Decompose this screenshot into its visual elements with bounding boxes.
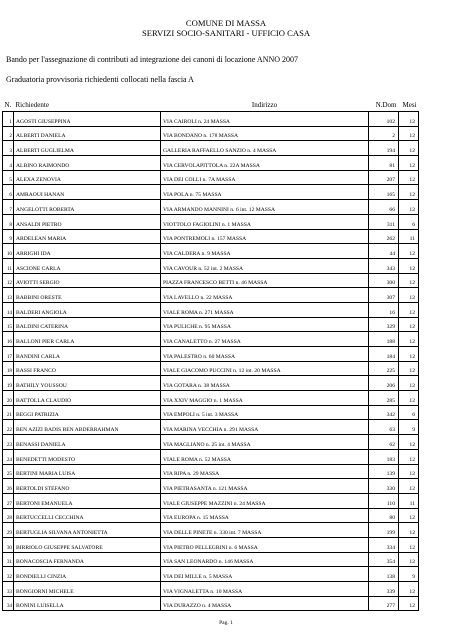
applicant-name: ASCIONE CARLA bbox=[14, 258, 161, 273]
months: 12 bbox=[399, 288, 419, 303]
col-header-months: Mesi bbox=[399, 99, 419, 112]
dom-number: 285 bbox=[369, 391, 399, 406]
col-header-dom: N.Dom bbox=[369, 99, 399, 112]
table-row bbox=[3, 493, 419, 508]
address: PIAZZA FRANCESCO BETTI n. 46 MASSA bbox=[161, 273, 369, 288]
months: 12 bbox=[399, 537, 419, 552]
months: 12 bbox=[399, 156, 419, 171]
dom-number: 184 bbox=[369, 347, 399, 362]
dom-number: 300 bbox=[369, 273, 399, 288]
table-row bbox=[3, 126, 419, 141]
dom-number: 2 bbox=[369, 126, 399, 141]
dom-number: 183 bbox=[369, 449, 399, 464]
months: 12 bbox=[399, 391, 419, 406]
row-number: 2 bbox=[3, 126, 14, 141]
row-number: 3 bbox=[3, 141, 14, 156]
address: VIA LAVELLO n. 22 MASSA bbox=[161, 288, 369, 303]
row-number: 13 bbox=[3, 288, 14, 303]
months: 12 bbox=[399, 376, 419, 391]
table-header-row bbox=[3, 99, 419, 112]
months: 12 bbox=[399, 302, 419, 317]
row-number: 1 bbox=[3, 112, 14, 127]
row-number: 32 bbox=[3, 567, 14, 582]
row-number: 26 bbox=[3, 479, 14, 494]
applicant-name: BERTONI EMANUELA bbox=[14, 493, 161, 508]
row-number: 15 bbox=[3, 317, 14, 332]
months: 12 bbox=[399, 317, 419, 332]
table-row bbox=[3, 449, 419, 464]
applicant-name: ANGELOTTI ROBERTA bbox=[14, 200, 161, 215]
table-row bbox=[3, 376, 419, 391]
applicant-name: BATTOLLA CLAUDIO bbox=[14, 391, 161, 406]
table-row bbox=[3, 479, 419, 494]
address: VIA PALESTRO n. 60 MASSA bbox=[161, 347, 369, 362]
address: VIA DURAZZO n. 4 MASSA bbox=[161, 596, 369, 611]
months: 12 bbox=[399, 347, 419, 362]
address: VIA BONDANO n. 178 MASSA bbox=[161, 126, 369, 141]
applicant-name: BONINI LUISELLA bbox=[14, 596, 161, 611]
dom-number: 329 bbox=[369, 317, 399, 332]
row-number: 19 bbox=[3, 376, 14, 391]
table-row bbox=[3, 288, 419, 303]
row-number: 4 bbox=[3, 156, 14, 171]
row-number: 31 bbox=[3, 552, 14, 567]
months: 12 bbox=[399, 361, 419, 376]
dom-number: 330 bbox=[369, 479, 399, 494]
applicant-name: ALBERTI GUGLIELMA bbox=[14, 141, 161, 156]
dom-number: 188 bbox=[369, 332, 399, 347]
dom-number: 16 bbox=[369, 302, 399, 317]
table-row bbox=[3, 347, 419, 362]
dom-number: 343 bbox=[369, 258, 399, 273]
row-number: 23 bbox=[3, 435, 14, 450]
address: VIA GOTARA n. 38 MASSA bbox=[161, 376, 369, 391]
months: 9 bbox=[399, 567, 419, 582]
row-number: 16 bbox=[3, 332, 14, 347]
address: GALLERIA RAFFAELLO SANZIO n. 4 MASSA bbox=[161, 141, 369, 156]
dom-number: 262 bbox=[369, 229, 399, 244]
dom-number: 207 bbox=[369, 170, 399, 185]
address: VIA PONTREMOLI n. 157 MASSA bbox=[161, 229, 369, 244]
applicant-name: BENASSI DANIELA bbox=[14, 435, 161, 450]
col-header-applicant: Richiedente bbox=[14, 99, 161, 112]
address: VIA MAGLIANO n. 25 int. 4 MASSA bbox=[161, 435, 369, 450]
row-number: 20 bbox=[3, 391, 14, 406]
months: 12 bbox=[399, 449, 419, 464]
applicant-name: BONDIELLI CINZIA bbox=[14, 567, 161, 582]
applicant-name: BEGGI PATRIZIA bbox=[14, 405, 161, 420]
dom-number: 307 bbox=[369, 288, 399, 303]
table-row bbox=[3, 156, 419, 171]
dom-number: 63 bbox=[369, 420, 399, 435]
row-number: 18 bbox=[3, 361, 14, 376]
dom-number: 66 bbox=[369, 200, 399, 215]
months: 12 bbox=[399, 112, 419, 127]
table-row bbox=[3, 170, 419, 185]
table-body bbox=[3, 112, 419, 611]
months: 9 bbox=[399, 420, 419, 435]
dom-number: 334 bbox=[369, 537, 399, 552]
address: VIA DEI MILLE n. 5 MASSA bbox=[161, 567, 369, 582]
applicant-name: BIRRIOLO GIUSEPPE SALVATORE bbox=[14, 537, 161, 552]
row-number: 11 bbox=[3, 258, 14, 273]
table-row bbox=[3, 420, 419, 435]
months: 12 bbox=[399, 244, 419, 259]
dom-number: 102 bbox=[369, 112, 399, 127]
months: 12 bbox=[399, 596, 419, 611]
address: VIA DEI COLLI n. 7A MASSA bbox=[161, 170, 369, 185]
table-row bbox=[3, 596, 419, 611]
dom-number: 110 bbox=[369, 493, 399, 508]
months: 12 bbox=[399, 508, 419, 523]
address: VIA RIPA n. 29 MASSA bbox=[161, 464, 369, 479]
dom-number: 277 bbox=[369, 596, 399, 611]
months: 12 bbox=[399, 273, 419, 288]
address: VIA ARMANDO MANNINI n. 6 int. 12 MASSA bbox=[161, 200, 369, 215]
applicant-name: ALBERTI DANIELA bbox=[14, 126, 161, 141]
address: VIA CAIROLI n. 24 MASSA bbox=[161, 112, 369, 127]
address: VIA PULICHE n. 95 MASSA bbox=[161, 317, 369, 332]
row-number: 29 bbox=[3, 523, 14, 538]
dom-number: 138 bbox=[369, 567, 399, 582]
dom-number: 81 bbox=[369, 156, 399, 171]
address: VIALE ROMA n. 52 MASSA bbox=[161, 449, 369, 464]
document-header bbox=[0, 18, 452, 38]
row-number: 22 bbox=[3, 420, 14, 435]
applicant-name: BERTINI MARIA LUISA bbox=[14, 464, 161, 479]
table-row bbox=[3, 332, 419, 347]
address: VIA MARINA VECCHIA n. 291 MASSA bbox=[161, 420, 369, 435]
address: VIA CERVOLAPITTOLA n. 22A MASSA bbox=[161, 156, 369, 171]
applicant-name: BANDINI CARLA bbox=[14, 347, 161, 362]
dom-number: 62 bbox=[369, 435, 399, 450]
months: 12 bbox=[399, 258, 419, 273]
months: 12 bbox=[399, 464, 419, 479]
dom-number: 199 bbox=[369, 523, 399, 538]
ranking-table bbox=[2, 99, 419, 611]
address: VIALE GIUSEPPE MAZZINI n. 24 MASSA bbox=[161, 493, 369, 508]
address: VIA CAVOUR n. 52 int. 2 MASSA bbox=[161, 258, 369, 273]
table-row bbox=[3, 464, 419, 479]
dom-number: 194 bbox=[369, 141, 399, 156]
page-number: Pag. 1 bbox=[219, 620, 233, 626]
dom-number: 311 bbox=[369, 214, 399, 229]
address: VIA XXIV MAGGIO n. 1 MASSA bbox=[161, 391, 369, 406]
address: VIA VIGNALETTA n. 10 MASSA bbox=[161, 582, 369, 597]
months: 12 bbox=[399, 552, 419, 567]
applicant-name: BALDERI ANGIOLA bbox=[14, 302, 161, 317]
address: VIA EMPOLI n. 5 int. 3 MASSA bbox=[161, 405, 369, 420]
address: VIA SAN LEONARDO n. 146 MASSA bbox=[161, 552, 369, 567]
months: 11 bbox=[399, 493, 419, 508]
address: VIA CANALETTO n. 27 MASSA bbox=[161, 332, 369, 347]
dom-number: 339 bbox=[369, 582, 399, 597]
applicant-name: ALEXA ZENOVIA bbox=[14, 170, 161, 185]
applicant-name: ARRIGHI IDA bbox=[14, 244, 161, 259]
applicant-name: BALDINI CATERINA bbox=[14, 317, 161, 332]
row-number: 14 bbox=[3, 302, 14, 317]
months: 12 bbox=[399, 170, 419, 185]
table-row bbox=[3, 317, 419, 332]
applicant-name: BERTUGLIA SILVANA ANTONIETTA bbox=[14, 523, 161, 538]
header-office: SERVIZI SOCIO-SANITARI - UFFICIO CASA bbox=[141, 28, 311, 38]
row-number: 21 bbox=[3, 405, 14, 420]
months: 12 bbox=[399, 582, 419, 597]
months: 6 bbox=[399, 214, 419, 229]
table-row bbox=[3, 244, 419, 259]
dom-number: 206 bbox=[369, 376, 399, 391]
header-municipality: COMUNE DI MASSA bbox=[185, 18, 267, 28]
applicant-name: BERTOLDI STEFANO bbox=[14, 479, 161, 494]
row-number: 6 bbox=[3, 185, 14, 200]
table-row bbox=[3, 523, 419, 538]
months: 12 bbox=[399, 332, 419, 347]
months: 6 bbox=[399, 405, 419, 420]
months: 12 bbox=[399, 141, 419, 156]
dom-number: 44 bbox=[369, 244, 399, 259]
dom-number: 354 bbox=[369, 552, 399, 567]
applicant-name: BASSI FRANCO bbox=[14, 361, 161, 376]
row-number: 17 bbox=[3, 347, 14, 362]
months: 12 bbox=[399, 200, 419, 215]
table-row bbox=[3, 361, 419, 376]
row-number: 8 bbox=[3, 214, 14, 229]
address: VIA DELLE PINETE n. 330 int. 7 MASSA bbox=[161, 523, 369, 538]
dom-number: 225 bbox=[369, 361, 399, 376]
row-number: 9 bbox=[3, 229, 14, 244]
table-row bbox=[3, 537, 419, 552]
row-number: 30 bbox=[3, 537, 14, 552]
dom-number: 139 bbox=[369, 464, 399, 479]
row-number: 27 bbox=[3, 493, 14, 508]
table-row bbox=[3, 508, 419, 523]
applicant-name: ALBINO RAIMONDO bbox=[14, 156, 161, 171]
applicant-name: AVIOTTI SERGIO bbox=[14, 273, 161, 288]
applicant-name: BERTUCCELLI CECCHINA bbox=[14, 508, 161, 523]
applicant-name: BATHILY YOUSSOU bbox=[14, 376, 161, 391]
address: VIOTTOLO FAGIOLINI n. 1 MASSA bbox=[161, 214, 369, 229]
table-row bbox=[3, 391, 419, 406]
row-number: 25 bbox=[3, 464, 14, 479]
address: VIALE ROMA n. 271 MASSA bbox=[161, 302, 369, 317]
col-header-address: Indirizzo bbox=[161, 99, 369, 112]
row-number: 34 bbox=[3, 596, 14, 611]
address: VIA EUROPA n. 15 MASSA bbox=[161, 508, 369, 523]
applicant-name: BONGIORNI MICHELE bbox=[14, 582, 161, 597]
table-row bbox=[3, 112, 419, 127]
row-number: 10 bbox=[3, 244, 14, 259]
col-header-number: N. bbox=[3, 99, 14, 112]
address: VIA PIETRO PELLEGRINI n. 6 MASSA bbox=[161, 537, 369, 552]
dom-number: 80 bbox=[369, 508, 399, 523]
months: 12 bbox=[399, 185, 419, 200]
applicant-name: BONACOSCIA FERNANDA bbox=[14, 552, 161, 567]
applicant-name: BABBINI ORESTE bbox=[14, 288, 161, 303]
table-row bbox=[3, 185, 419, 200]
table-row bbox=[3, 405, 419, 420]
address: VIA CALDERA n. 9 MASSA bbox=[161, 244, 369, 259]
applicant-name: BALLONI PIER CARLA bbox=[14, 332, 161, 347]
row-number: 12 bbox=[3, 273, 14, 288]
row-number: 28 bbox=[3, 508, 14, 523]
months: 11 bbox=[399, 229, 419, 244]
months: 12 bbox=[399, 435, 419, 450]
applicant-name: ARDELEAN MARIA bbox=[14, 229, 161, 244]
table-row bbox=[3, 567, 419, 582]
table-row bbox=[3, 302, 419, 317]
table-row bbox=[3, 273, 419, 288]
months: 12 bbox=[399, 523, 419, 538]
row-number: 24 bbox=[3, 449, 14, 464]
months: 12 bbox=[399, 479, 419, 494]
applicant-name: ANSALDI PIETRO bbox=[14, 214, 161, 229]
table-row bbox=[3, 582, 419, 597]
ranking-subtitle: Graduatoria provvisoria richiedenti collocati nella fascia A bbox=[6, 75, 194, 84]
applicant-name: AGOSTI GIUSEPPINA bbox=[14, 112, 161, 127]
address: VIA PIETRASANTA n. 121 MASSA bbox=[161, 479, 369, 494]
table-row bbox=[3, 435, 419, 450]
row-number: 7 bbox=[3, 200, 14, 215]
row-number: 33 bbox=[3, 582, 14, 597]
table-row bbox=[3, 552, 419, 567]
months: 12 bbox=[399, 126, 419, 141]
applicant-name: AMRAOUI HANAN bbox=[14, 185, 161, 200]
row-number: 5 bbox=[3, 170, 14, 185]
table-row bbox=[3, 214, 419, 229]
address: VIA POLA n. 75 MASSA bbox=[161, 185, 369, 200]
table-row bbox=[3, 200, 419, 215]
address: VIALE GIACOMO PUCCINI n. 12 int. 20 MASSA bbox=[161, 361, 369, 376]
applicant-name: BEN AZIZI BADIS BEN ABDERRAHMAN bbox=[14, 420, 161, 435]
table-row bbox=[3, 141, 419, 156]
table-row bbox=[3, 258, 419, 273]
notice-title: Bando per l'assegnazione di contributi ad integrazione dei canoni di locazione ANNO 2007 bbox=[6, 55, 299, 64]
dom-number: 342 bbox=[369, 405, 399, 420]
applicant-name: BENEDETTI MODESTO bbox=[14, 449, 161, 464]
dom-number: 165 bbox=[369, 185, 399, 200]
table-row bbox=[3, 229, 419, 244]
